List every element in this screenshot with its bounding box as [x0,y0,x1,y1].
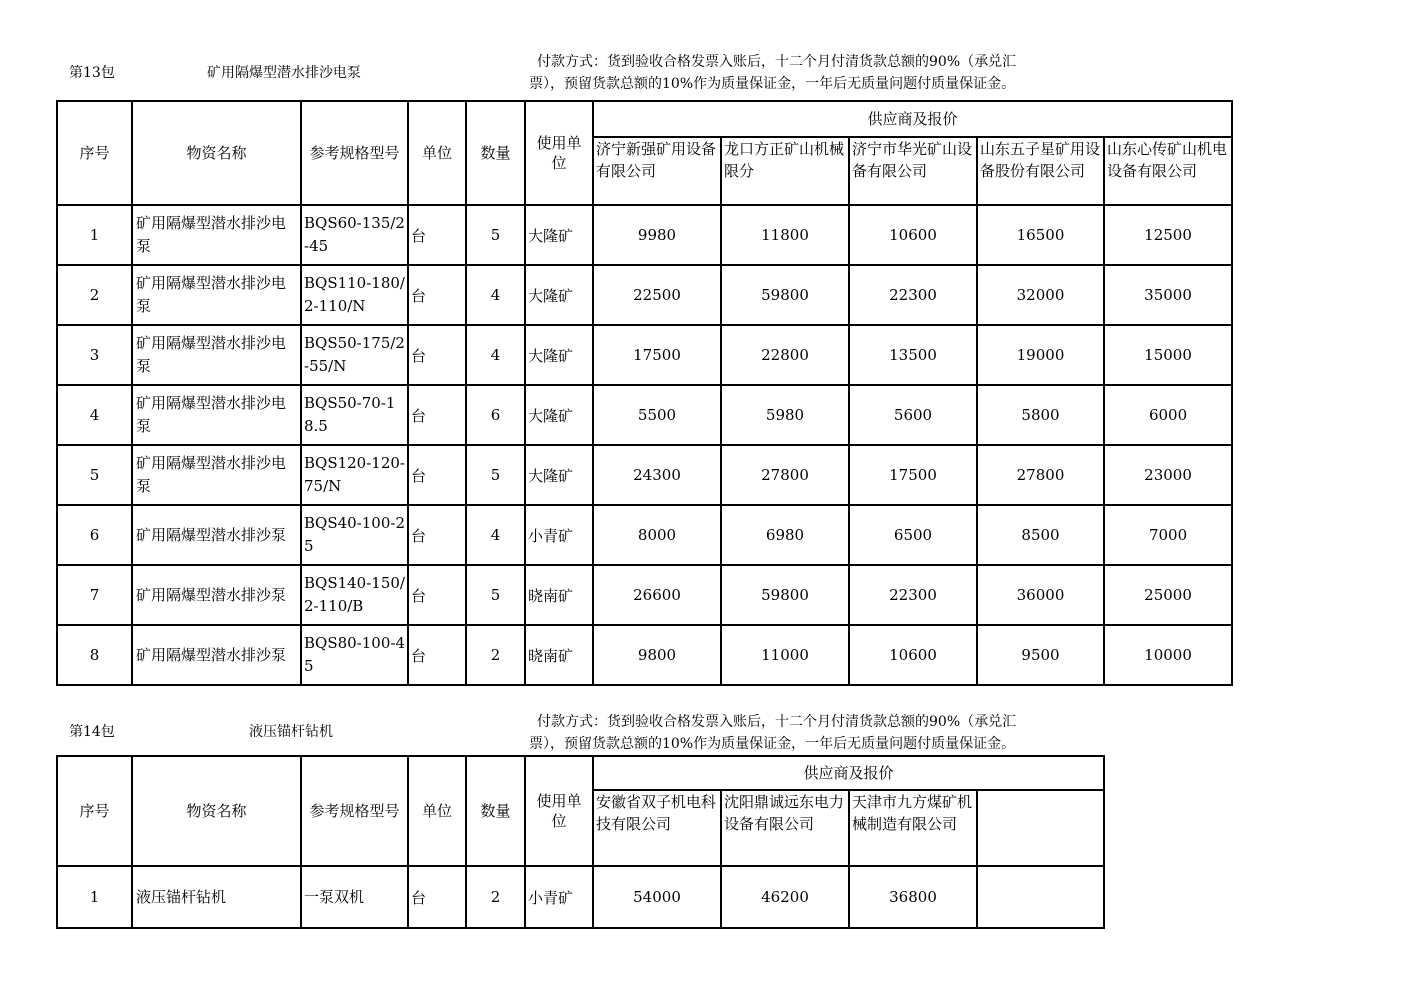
cell-spec: BQS120-120-75/N [301,445,408,505]
cell-user: 大隆矿 [525,325,593,385]
supplier-header-3: 天津市九方煤矿机械制造有限公司 [849,790,977,866]
cell-item-name: 液压锚杆钻机 [132,866,301,928]
cell-price-supplier-2: 27800 [721,445,849,505]
table-row [57,445,1232,505]
cell-unit: 台 [408,505,466,565]
header-qty: 数量 [466,756,525,866]
pkg13-payment-line2: 票），预留货款总额的10%作为质量保证金，一年后无质量问题付质量保证金。 [529,76,1016,92]
cell-price-supplier-2: 6980 [721,505,849,565]
table-row [57,625,1232,685]
cell-price-supplier-3: 10600 [849,205,977,265]
cell-spec: BQS80-100-45 [301,625,408,685]
supplier-header-1: 安徽省双子机电科技有限公司 [593,790,721,866]
cell-spec: BQS40-100-25 [301,505,408,565]
supplier-header-3: 济宁市华光矿山设备有限公司 [849,137,977,205]
cell-price-supplier-1: 9980 [593,205,721,265]
cell-price-supplier-5: 35000 [1104,265,1232,325]
cell-user: 大隆矿 [525,445,593,505]
cell-price-supplier-4: 32000 [977,265,1104,325]
supplier-header-2: 沈阳鼎诚远东电力设备有限公司 [721,790,849,866]
pkg14-payment-terms [529,711,1016,755]
cell-price-supplier-4: 8500 [977,505,1104,565]
table-row [57,325,1232,385]
cell-unit: 台 [408,385,466,445]
cell-item-name: 矿用隔爆型潜水排沙泵 [132,565,301,625]
cell-qty: 5 [466,445,525,505]
cell-price-supplier-3: 22300 [849,565,977,625]
pkg14-header-row-1 [57,756,1104,790]
cell-spec: BQS50-70-18.5 [301,385,408,445]
table-row [57,565,1232,625]
header-unit: 单位 [408,101,466,205]
table-row [57,265,1232,325]
cell-seq: 7 [57,565,132,625]
supplier-header-5: 山东心传矿山机电设备有限公司 [1104,137,1232,205]
cell-user: 晓南矿 [525,565,593,625]
table-row [57,866,1104,928]
cell-spec: BQS50-175/2-55/N [301,325,408,385]
header-name: 物资名称 [132,756,301,866]
cell-price-supplier-2: 11800 [721,205,849,265]
cell-spec: BQS140-150/2-110/B [301,565,408,625]
header-supplier-group: 供应商及报价 [593,101,1232,137]
cell-qty: 5 [466,565,525,625]
cell-user: 小青矿 [525,505,593,565]
cell-price-supplier-5: 12500 [1104,205,1232,265]
supplier-header-4: 山东五子星矿用设备股份有限公司 [977,137,1104,205]
pkg14-label: 第14包 [69,724,115,740]
cell-price-supplier-4: 16500 [977,205,1104,265]
cell-price-supplier-3: 17500 [849,445,977,505]
cell-price-supplier-1: 8000 [593,505,721,565]
cell-price-supplier-3: 5600 [849,385,977,445]
cell-qty: 4 [466,325,525,385]
cell-price-supplier-2: 22800 [721,325,849,385]
cell-price-supplier-5: 25000 [1104,565,1232,625]
cell-price-supplier-2: 11000 [721,625,849,685]
cell-spec: BQS110-180/2-110/N [301,265,408,325]
cell-price-supplier-2: 5980 [721,385,849,445]
cell-unit: 台 [408,325,466,385]
cell-unit: 台 [408,205,466,265]
cell-price-supplier-5: 15000 [1104,325,1232,385]
header-qty: 数量 [466,101,525,205]
cell-price-supplier-2: 59800 [721,265,849,325]
pkg14-payment-line1: 付款方式：货到验收合格发票入账后，十二个月付清货款总额的90%（承兑汇 [537,714,1017,730]
cell-user: 晓南矿 [525,625,593,685]
header-seq: 序号 [57,756,132,866]
cell-price-supplier-2: 59800 [721,565,849,625]
cell-qty: 5 [466,205,525,265]
cell-unit: 台 [408,445,466,505]
header-unit: 单位 [408,756,466,866]
cell-qty: 2 [466,866,525,928]
cell-price-supplier-4: 27800 [977,445,1104,505]
header-user: 使用单位 [525,756,593,866]
cell-seq: 8 [57,625,132,685]
pkg14-title: 液压锚杆钻机 [249,724,333,740]
header-supplier-group: 供应商及报价 [593,756,1104,790]
cell-user: 大隆矿 [525,385,593,445]
cell-item-name: 矿用隔爆型潜水排沙电泵 [132,265,301,325]
cell-price-supplier-4: 5800 [977,385,1104,445]
cell-unit: 台 [408,265,466,325]
cell-price-supplier-4: 36000 [977,565,1104,625]
cell-price-supplier-4: 9500 [977,625,1104,685]
cell-spec: 一泵双机 [301,866,408,928]
cell-item-name: 矿用隔爆型潜水排沙电泵 [132,205,301,265]
pkg13-quote-table [56,100,1233,686]
table-row [57,205,1232,265]
supplier-header-1: 济宁新强矿用设备有限公司 [593,137,721,205]
cell-price-supplier-1: 54000 [593,866,721,928]
cell-price-supplier-1: 9800 [593,625,721,685]
header-spec: 参考规格型号 [301,101,408,205]
cell-seq: 3 [57,325,132,385]
cell-unit: 台 [408,866,466,928]
cell-qty: 4 [466,505,525,565]
cell-price-supplier-2: 46200 [721,866,849,928]
pkg14-quote-table [56,755,1105,929]
cell-price-supplier-4 [977,866,1104,928]
cell-unit: 台 [408,565,466,625]
header-name: 物资名称 [132,101,301,205]
cell-qty: 6 [466,385,525,445]
cell-qty: 4 [466,265,525,325]
cell-price-supplier-5: 23000 [1104,445,1232,505]
cell-price-supplier-5: 6000 [1104,385,1232,445]
supplier-header-4 [977,790,1104,866]
pkg13-payment-line1: 付款方式：货到验收合格发票入账后，十二个月付清货款总额的90%（承兑汇 [537,54,1017,70]
cell-price-supplier-4: 19000 [977,325,1104,385]
table-row [57,505,1232,565]
table-row [57,385,1232,445]
cell-price-supplier-5: 7000 [1104,505,1232,565]
cell-seq: 1 [57,205,132,265]
pkg13-title: 矿用隔爆型潜水排沙电泵 [207,65,361,81]
pkg13-payment-terms [529,51,1016,95]
cell-seq: 6 [57,505,132,565]
cell-spec: BQS60-135/2-45 [301,205,408,265]
cell-user: 大隆矿 [525,265,593,325]
cell-price-supplier-1: 17500 [593,325,721,385]
cell-user: 大隆矿 [525,205,593,265]
header-spec: 参考规格型号 [301,756,408,866]
header-seq: 序号 [57,101,132,205]
supplier-header-2: 龙口方正矿山机械限分 [721,137,849,205]
cell-price-supplier-3: 13500 [849,325,977,385]
cell-seq: 1 [57,866,132,928]
pkg14-payment-line2: 票），预留货款总额的10%作为质量保证金，一年后无质量问题付质量保证金。 [529,736,1016,752]
cell-price-supplier-3: 22300 [849,265,977,325]
pkg13-header-row-1 [57,101,1232,137]
cell-price-supplier-1: 5500 [593,385,721,445]
cell-item-name: 矿用隔爆型潜水排沙电泵 [132,385,301,445]
cell-price-supplier-1: 24300 [593,445,721,505]
header-user: 使用单位 [525,101,593,205]
cell-seq: 2 [57,265,132,325]
cell-seq: 5 [57,445,132,505]
cell-price-supplier-1: 26600 [593,565,721,625]
cell-price-supplier-1: 22500 [593,265,721,325]
pkg13-label: 第13包 [69,65,115,81]
cell-qty: 2 [466,625,525,685]
cell-price-supplier-3: 6500 [849,505,977,565]
cell-unit: 台 [408,625,466,685]
cell-user: 小青矿 [525,866,593,928]
cell-item-name: 矿用隔爆型潜水排沙电泵 [132,445,301,505]
cell-seq: 4 [57,385,132,445]
cell-item-name: 矿用隔爆型潜水排沙泵 [132,505,301,565]
cell-price-supplier-5: 10000 [1104,625,1232,685]
cell-price-supplier-3: 10600 [849,625,977,685]
cell-item-name: 矿用隔爆型潜水排沙泵 [132,625,301,685]
cell-item-name: 矿用隔爆型潜水排沙电泵 [132,325,301,385]
cell-price-supplier-3: 36800 [849,866,977,928]
